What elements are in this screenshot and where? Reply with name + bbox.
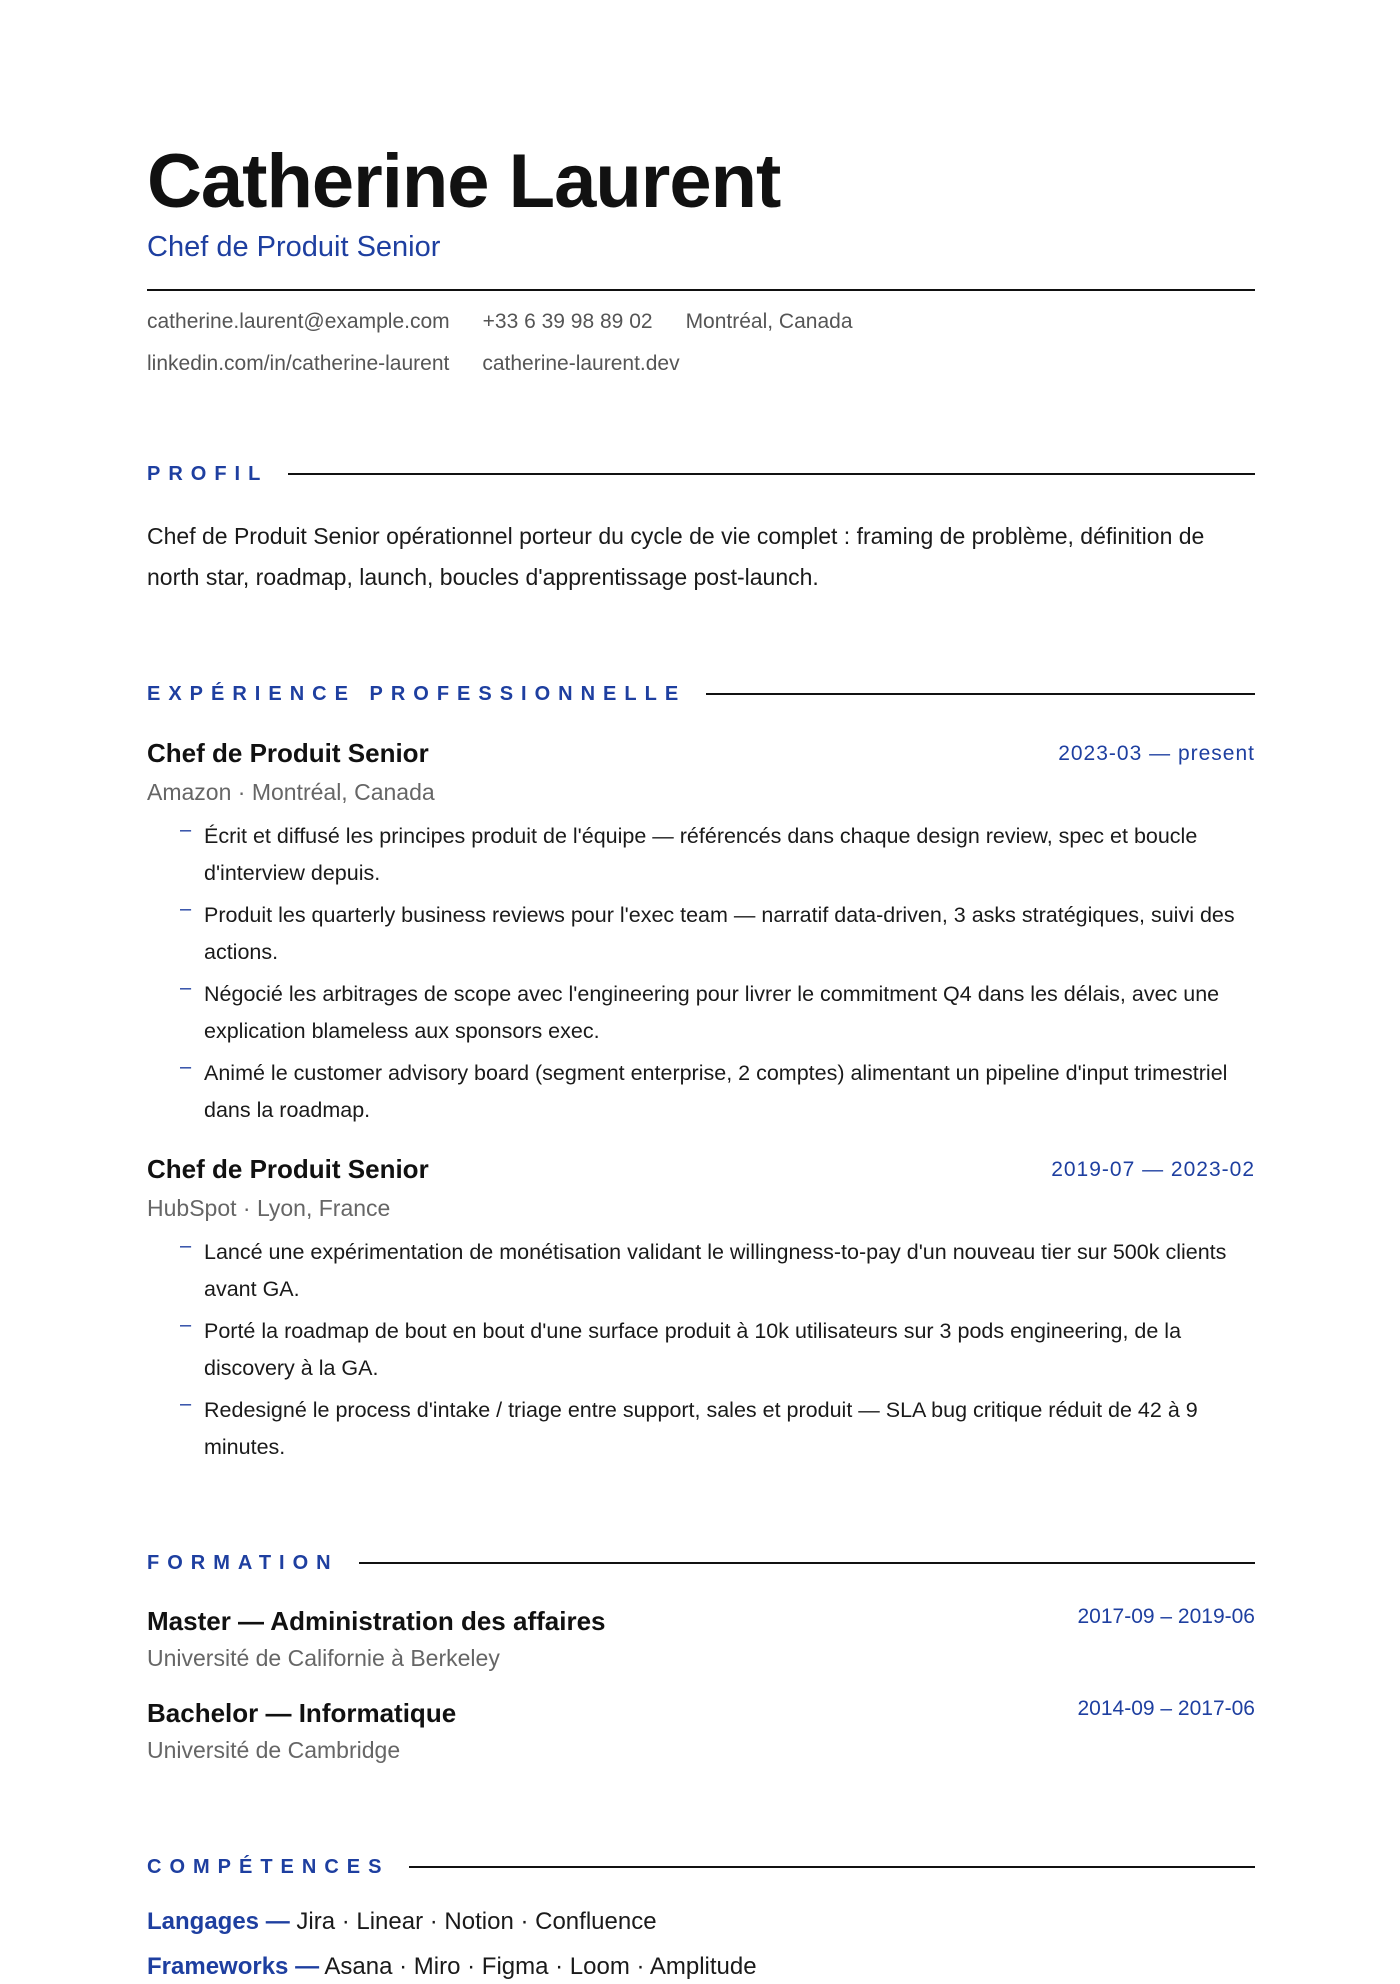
education-degree: Master — Administration des affaires	[147, 1606, 606, 1636]
job-header	[147, 1152, 1255, 1192]
job-bullet: – Négocié les arbitrages de scope avec l'engineering pour livrer le commitment Q4 dans les délais, avec une explication blameless aux sponsors exec.	[147, 976, 1255, 1050]
job-bullets	[147, 818, 1255, 1129]
job-header	[147, 736, 1255, 776]
education-degree: Bachelor — Informatique	[147, 1698, 457, 1728]
job-bullet: – Porté la roadmap de bout en bout d'une surface produit à 10k utilisateurs sur 3 pods engineering, de la discovery à la GA.	[147, 1313, 1255, 1387]
section-education-heading	[147, 1548, 1255, 1578]
education-dates: 2017-09 – 2019-06	[1077, 1605, 1255, 1628]
contact-location: Montréal, Canada	[685, 310, 853, 333]
section-skills-label: COMPÉTENCES	[147, 1855, 390, 1878]
dash-icon: –	[180, 898, 192, 920]
job-bullet: – Écrit et diffusé les principes produit de l'équipe — référencés dans chaque design review, spec et boucle d'interview depuis.	[147, 818, 1255, 892]
profile-summary: Chef de Produit Senior opérationnel porteur du cycle de vie complet : framing de problème, définition de north star, roadmap, launch, boucles d'apprentissage post-launch.	[147, 523, 1205, 590]
education-dates: 2014-09 – 2017-06	[1077, 1697, 1255, 1720]
section-profile-heading	[147, 459, 1255, 489]
job-bullet: – Lancé une expérimentation de monétisation validant le willingness-to-pay d'un nouveau tier sur 500k clients avant GA.	[147, 1234, 1255, 1308]
job-entry-hubspot	[147, 1152, 1255, 1471]
contact-row-secondary	[147, 350, 713, 378]
contact-website[interactable]: catherine-laurent.dev	[482, 352, 680, 375]
job-role: Chef de Produit Senior	[147, 738, 429, 768]
job-entry-amazon	[147, 736, 1255, 1134]
job-bullet: – Produit les quarterly business reviews pour l'exec team — narratif data-driven, 3 asks stratégiques, suivi des actions.	[147, 897, 1255, 971]
job-dates: 2019-07 — 2023-02	[1051, 1158, 1255, 1181]
candidate-title: Chef de Produit Senior	[147, 231, 441, 263]
education-entry	[147, 1696, 1255, 1776]
job-bullets	[147, 1234, 1255, 1466]
skills-category: Frameworks —	[147, 1953, 320, 1980]
candidate-name: Catherine Laurent	[147, 139, 781, 224]
education-school: Université de Cambridge	[147, 1737, 401, 1763]
section-skills-rule	[409, 1866, 1255, 1868]
section-skills-heading	[147, 1852, 1255, 1882]
job-dates: 2023-03 — present	[1058, 742, 1255, 765]
job-company: Amazon · Montréal, Canada	[147, 779, 435, 805]
section-experience-rule	[706, 693, 1255, 695]
education-entry	[147, 1604, 1255, 1684]
contact-row-primary	[147, 308, 886, 336]
contact-phone[interactable]: +33 6 39 98 89 02	[482, 310, 653, 333]
section-profile-label: PROFIL	[147, 462, 269, 485]
skills-category: Langages —	[147, 1908, 290, 1935]
dash-icon: –	[180, 1235, 192, 1257]
section-experience-heading	[147, 679, 1255, 709]
skills-row-frameworks	[147, 1950, 757, 1984]
education-school: Université de Californie à Berkeley	[147, 1645, 500, 1671]
header-divider	[147, 289, 1255, 291]
contact-email[interactable]: catherine.laurent@example.com	[147, 310, 450, 333]
job-role: Chef de Produit Senior	[147, 1154, 429, 1184]
skills-row-languages	[147, 1905, 657, 1939]
dash-icon: –	[180, 1056, 192, 1078]
section-profile-rule	[288, 473, 1255, 475]
section-education-label: FORMATION	[147, 1551, 339, 1574]
job-company: HubSpot · Lyon, France	[147, 1195, 391, 1221]
dash-icon: –	[180, 977, 192, 999]
section-experience-label: EXPÉRIENCE PROFESSIONNELLE	[147, 682, 687, 705]
contact-linkedin[interactable]: linkedin.com/in/catherine-laurent	[147, 352, 450, 375]
dash-icon: –	[180, 819, 192, 841]
skills-values: Jira · Linear · Notion · Confluence	[296, 1908, 657, 1935]
skills-values: Asana · Miro · Figma · Loom · Amplitude	[324, 1953, 757, 1980]
section-education-rule	[359, 1562, 1255, 1564]
job-bullet: – Redesigné le process d'intake / triage entre support, sales et produit — SLA bug critique réduit de 42 à 9 minutes.	[147, 1392, 1255, 1466]
job-bullet: – Animé le customer advisory board (segment enterprise, 2 comptes) alimentant un pipeline d'input trimestriel dans la roadmap.	[147, 1055, 1255, 1129]
dash-icon: –	[180, 1314, 192, 1336]
dash-icon: –	[180, 1393, 192, 1415]
